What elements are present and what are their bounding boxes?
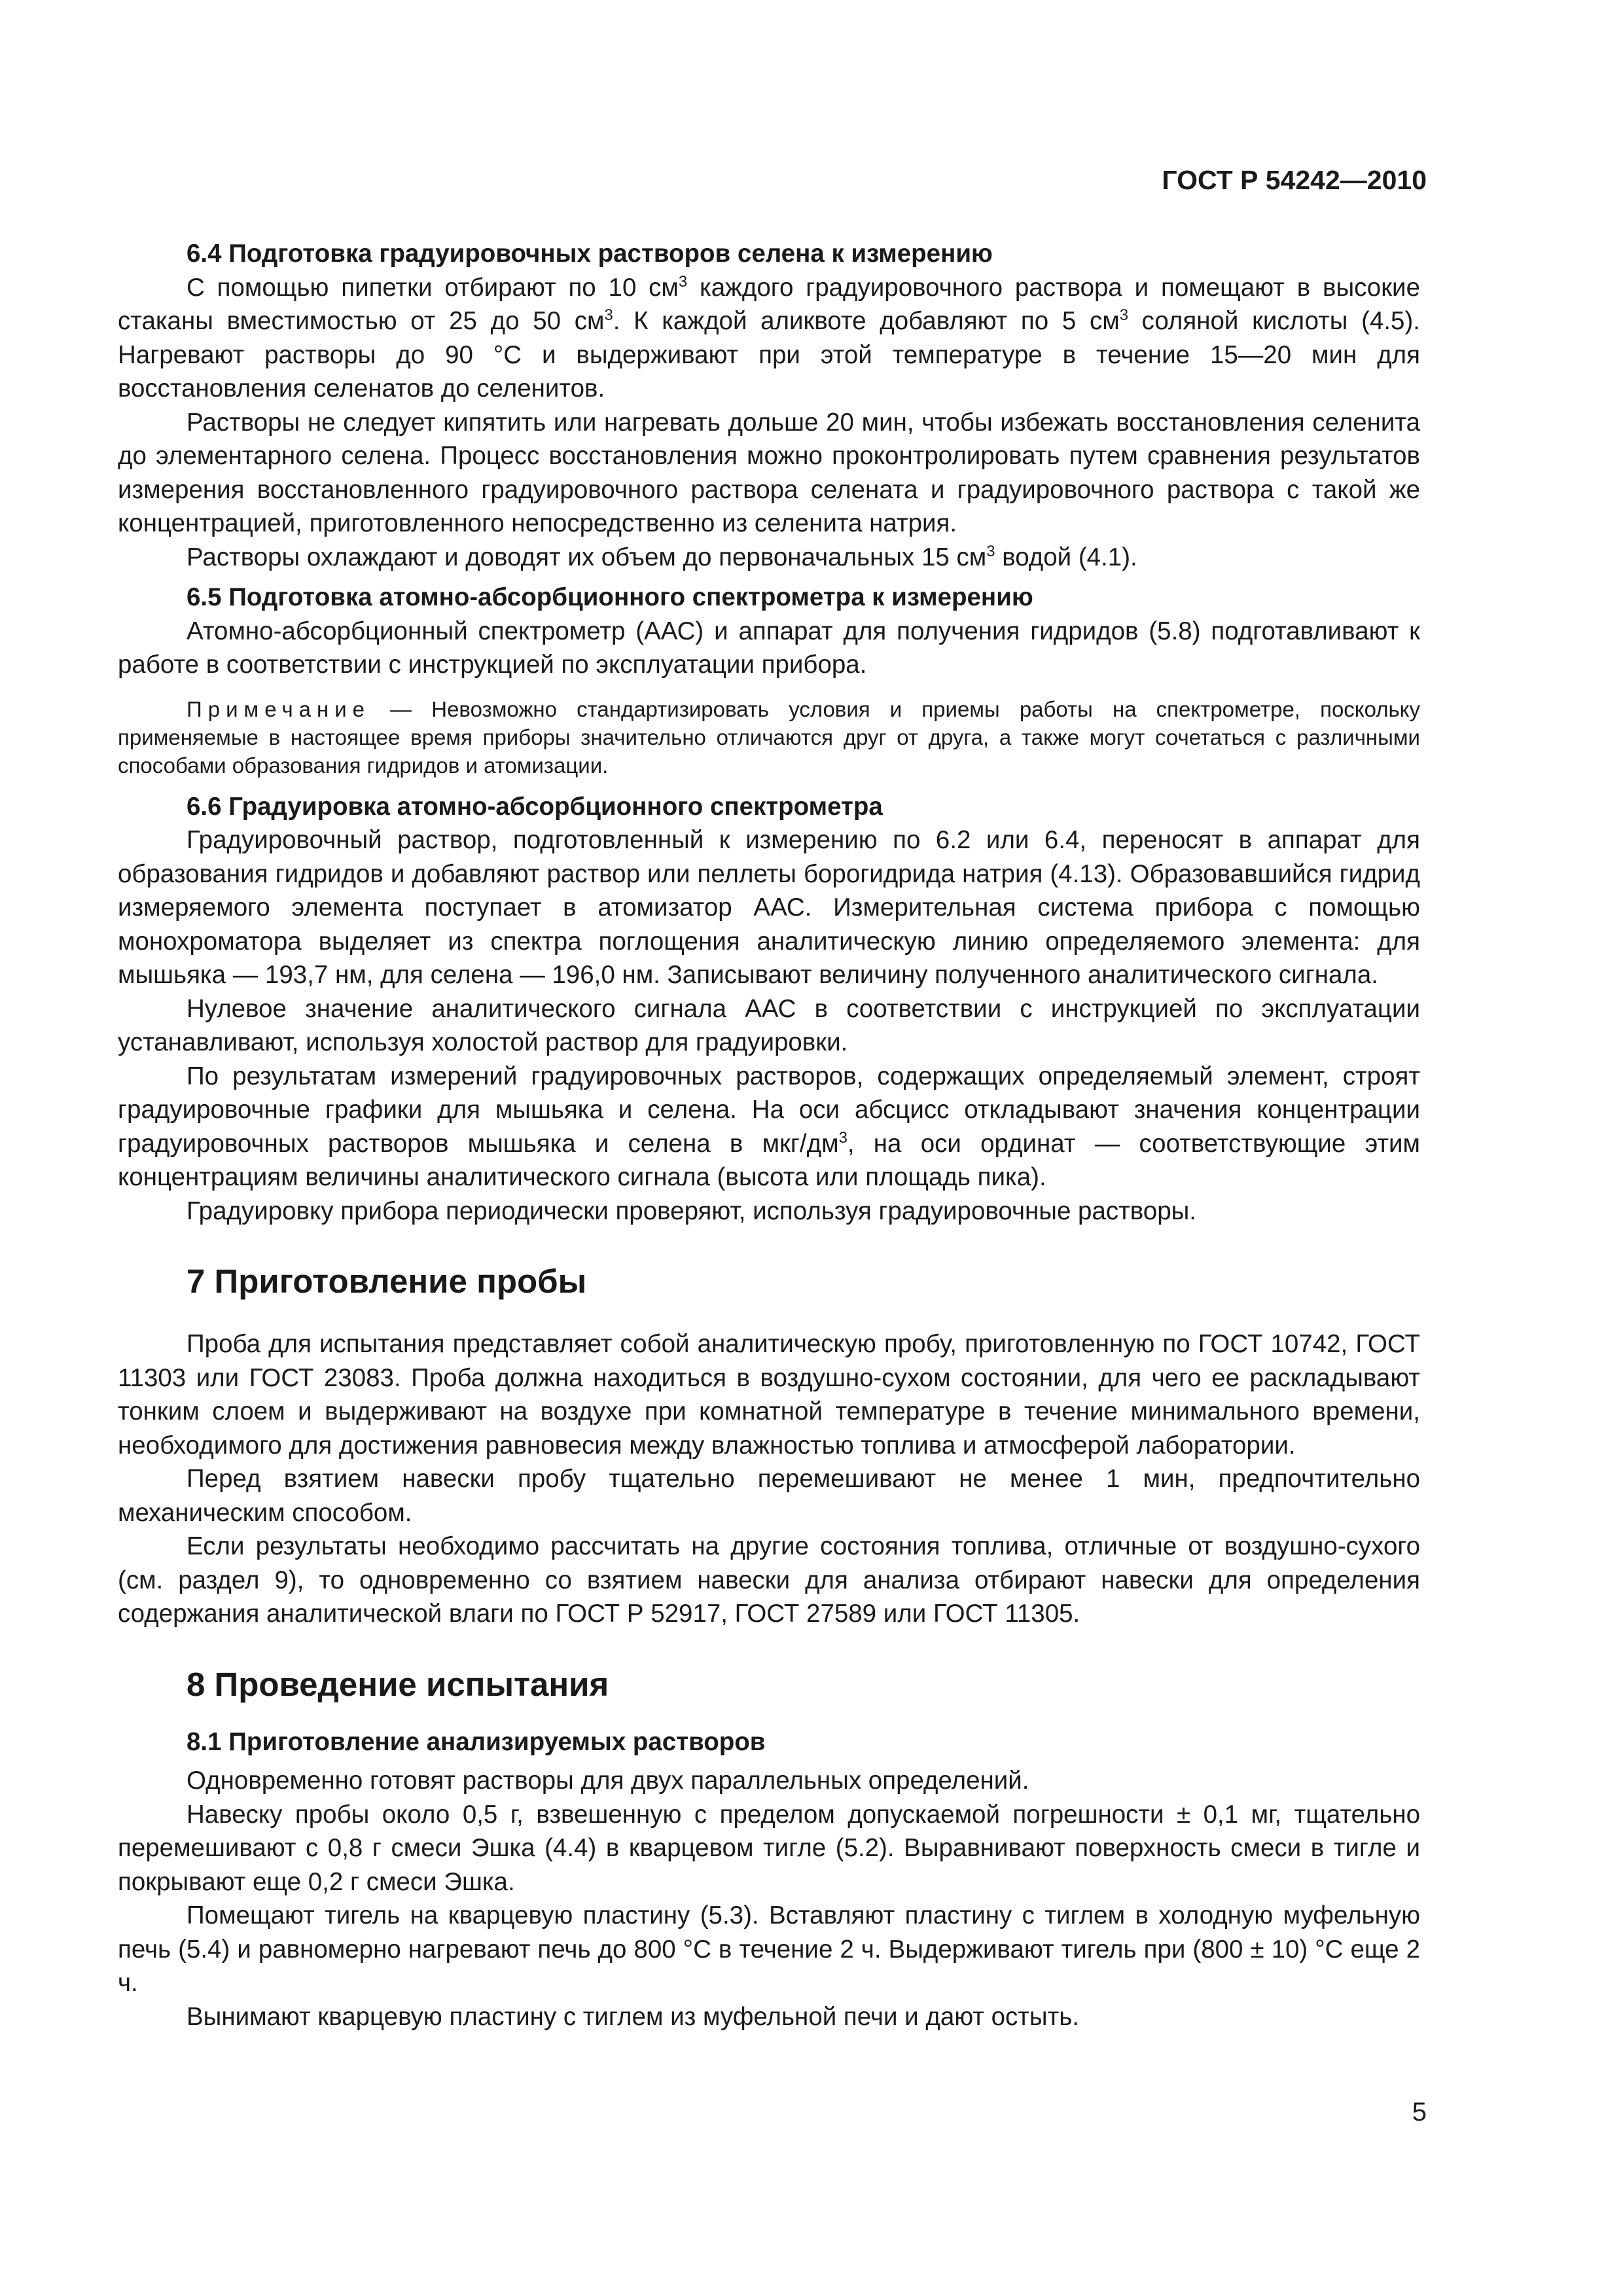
section-6-4-heading: 6.4 Подготовка градуировочных растворов селена к измерению: [187, 240, 993, 268]
section-6-6-paragraph-2: Нулевое значение аналитического сигнала ААС в соответствии с инструкцией по эксплуатации устанавливают, используя холостой раствор для градуировки.: [118, 994, 1420, 1056]
section-6-6-paragraph-4: Градуировку прибора периодически проверяют, используя градуировочные растворы.: [187, 1196, 1196, 1225]
section-8-1-paragraph-4: Вынимают кварцевую пластину с тиглем из муфельной печи и дают остыть.: [187, 2002, 1079, 2031]
section-7-paragraph-1: Проба для испытания представляет собой аналитическую пробу, приготовленную по ГОСТ 10742, ГОСТ 11303 или ГОСТ 23083. Проба должна находиться в воздушно-сухом состоянии, для чего ее раскладывают тонким слоем и выдерживают на воздухе при комнатной температуре в течение минимального времени, необходимого для достижения равновесия между влажностью топлива и атмосферой лаборатории.: [118, 1330, 1420, 1460]
page-content: [118, 237, 1420, 2034]
page-number: 5: [1412, 2098, 1427, 2126]
section-8-1-paragraph-2: Навеску пробы около 0,5 г, взвешенную с пределом допускаемой погрешности ± 0,1 мг, тщательно перемешивают с 0,8 г смеси Эшка (4.4) в кварцевом тигле (5.2). Выравнивают поверхность смеси в тигле и покрывают еще 0,2 г смеси Эшка.: [118, 1800, 1420, 1896]
document-id-header: ГОСТ Р 54242—2010: [1162, 165, 1427, 195]
section-7-paragraph-2: Перед взятием навески пробу тщательно перемешивают не менее 1 мин, предпочтительно механическим способом.: [118, 1465, 1420, 1527]
section-8-heading: 8 Проведение испытания: [187, 1665, 609, 1703]
section-6-6-heading: 6.6 Градуировка атомно-абсорбционного спектрометра: [187, 792, 883, 821]
section-8-1-heading: 8.1 Приготовление анализируемых растворов: [187, 1727, 766, 1756]
section-6-6-paragraph-1: Градуировочный раствор, подготовленный к измерению по 6.2 или 6.4, переносят в аппарат для образования гидридов и добавляют раствор или пеллеты борогидрида натрия (4.13). Образовавшийся гидрид измеряемого элемента поступает в атомизатор ААС. Измерительная система прибора с помощью монохроматора выделяет из спектра поглощения аналитическую линию определяемого элемента: для мышьяка — 193,7 нм, для селена — 196,0 нм. Записывают величину полученного аналитического сигнала.: [118, 826, 1420, 989]
section-6-5-paragraph-1: Атомно-абсорбционный спектрометр (ААС) и аппарат для получения гидридов (5.8) подготавливают к работе в соответствии с инструкцией по эксплуатации прибора.: [118, 617, 1420, 679]
section-6-4-paragraph-1: С помощью пипетки отбирают по 10 $см^3$ каждого градуировочного раствора и помещают в высокие стаканы вместимостью от 25 до 50 $см^3$. К каждой аликвоте добавляют по 5 $см^3$ соляной кислоты (4.5). Нагревают растворы до 90 °С и выдерживают при этой температуре в течение 15—20 мин для восстановления селенатов до селенитов.: [118, 272, 1420, 403]
section-7-paragraph-3: Если результаты необходимо рассчитать на другие состояния топлива, отличные от воздушно-сухого (см. раздел 9), то одновременно со взятием навески для анализа отбирают навески для определения содержания аналитической влаги по ГОСТ Р 52917, ГОСТ 27589 или ГОСТ 11305.: [118, 1532, 1420, 1628]
section-8-1-paragraph-3: Помещают тигель на кварцевую пластину (5.3). Вставляют пластину с тиглем в холодную муфельную печь (5.4) и равномерно нагревают печь до 800 °С в течение 2 ч. Выдерживают тигель при (800 ± 10) °С еще 2 ч.: [118, 1901, 1420, 1997]
section-7-heading: 7 Приготовление пробы: [187, 1263, 587, 1300]
section-6-6-paragraph-3: По результатам измерений градуировочных растворов, содержащих определяемый элемент, строят градуировочные графики для мышьяка и селена. На оси абсцисс откладывают значения концентрации градуировочных растворов мышьяка и селена в мкг/$дм^3$, на оси ординат — соответствующие этим концентрациям величины аналитического сигнала (высота или площадь пика).: [118, 1062, 1421, 1191]
section-6-5-heading: 6.5 Подготовка атомно-абсорбционного спектрометра к измерению: [187, 583, 1033, 611]
section-6-4-paragraph-2: Растворы не следует кипятить или нагревать дольше 20 мин, чтобы избежать восстановления селенита до элементарного селена. Процесс восстановления можно проконтролировать путем сравнения результатов измерения восстановленного градуировочного раствора селената и градуировочного раствора с такой же концентрацией, приготовленного непосредственно из селенита натрия.: [118, 408, 1420, 537]
section-8-1-paragraph-1: Одновременно готовят растворы для двух параллельных определений.: [187, 1767, 1029, 1795]
note-label: Примечание: [187, 696, 371, 721]
section-6-4-paragraph-3: Растворы охлаждают и доводят их объем до первоначальных 15 $см^3$ водой (4.1).: [187, 542, 1137, 571]
section-6-5-note: Примечание — Невозможно стандартизировать условия и приемы работы на спектрометре, поскольку применяемые в настоящее время приборы значительно отличаются друг от друга, а также могут сочетаться с различными способами образования гидридов и атомизации.: [118, 696, 1420, 778]
